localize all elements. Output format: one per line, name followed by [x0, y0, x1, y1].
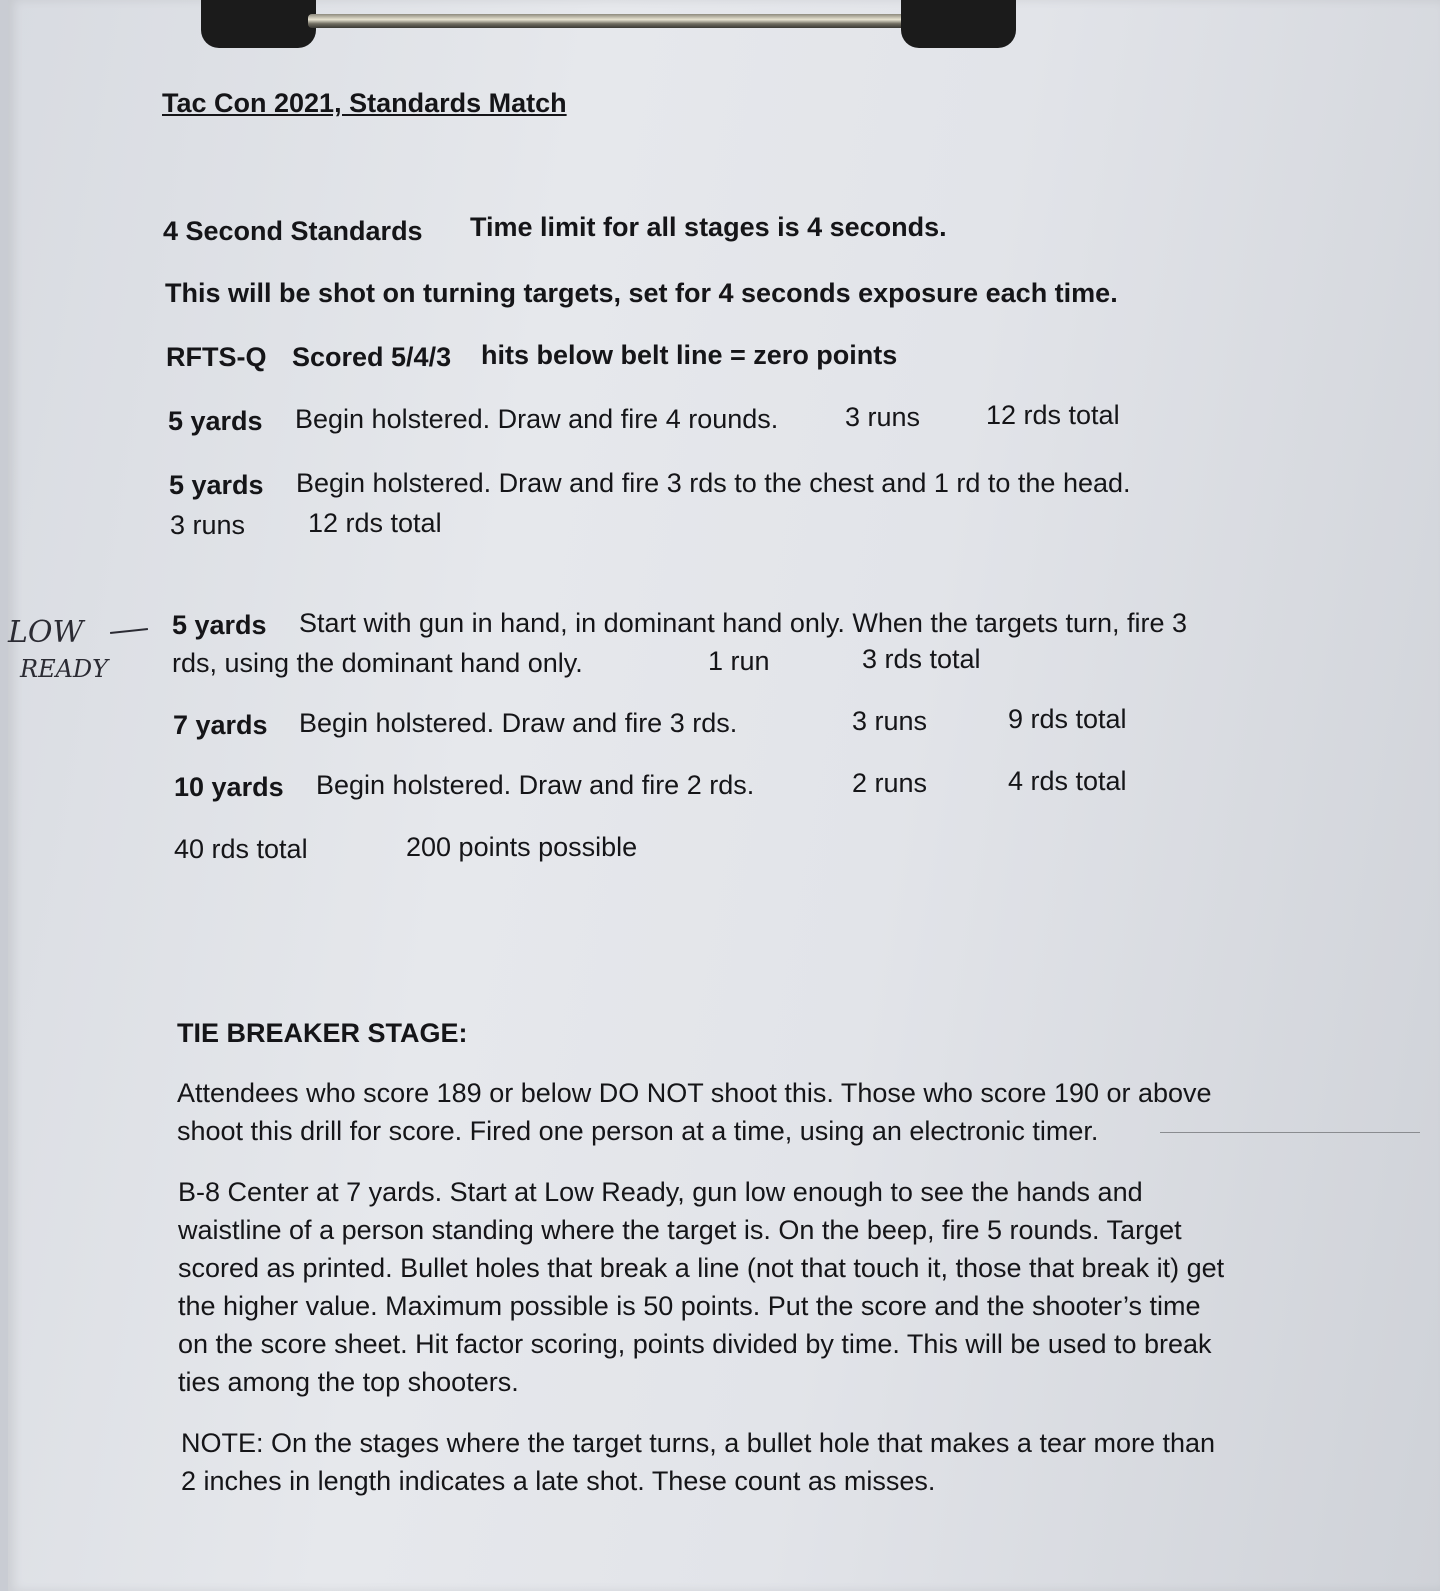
stage-1-distance: 5 yards: [168, 406, 263, 436]
stage-5-distance: 10 yards: [174, 772, 284, 802]
stage-2-distance: 5 yards: [169, 470, 264, 500]
time-limit-text: Time limit for all stages is 4 seconds.: [470, 212, 947, 242]
tiebreaker-eligibility: [177, 1074, 1212, 1150]
tiebreaker-procedure-line-1: B-8 Center at 7 yards. Start at Low Ready, gun low enough to see the hands and: [178, 1177, 1143, 1207]
summary-total-rounds: 40 rds total: [174, 834, 308, 864]
stage-5-runs: 2 runs: [852, 768, 928, 798]
tiebreaker-eligibility-line-2: shoot this drill for score. Fired one person at a time, using an electronic timer.: [177, 1116, 1099, 1146]
stage-5-text: Begin holstered. Draw and fire 2 rds.: [316, 770, 755, 800]
stage-3-runs: 1 run: [708, 646, 770, 676]
summary-points-possible: 200 points possible: [406, 832, 638, 862]
stage-2-text: Begin holstered. Draw and fire 3 rds to the chest and 1 rd to the head.: [296, 468, 1131, 498]
stage-3-distance: 5 yards: [172, 610, 267, 640]
tiebreaker-procedure-line-3: scored as printed. Bullet holes that break a line (not that touch it, those that break it) get: [178, 1253, 1225, 1283]
target-name: RFTS-Q: [166, 342, 267, 372]
tiebreaker-procedure: [178, 1173, 1224, 1401]
stage-4-distance: 7 yards: [173, 710, 268, 740]
clipboard-clip-right: [901, 0, 1016, 48]
stage-4-runs: 3 runs: [852, 706, 928, 736]
tiebreaker-procedure-line-6: ties among the top shooters.: [178, 1367, 519, 1397]
clipboard-clip-left: [201, 0, 316, 48]
pencil-line: [1160, 1132, 1420, 1133]
belt-line-rule: hits below belt line = zero points: [481, 340, 898, 370]
stage-4-text: Begin holstered. Draw and fire 3 rds.: [299, 708, 738, 738]
stage-2-total: 12 rds total: [308, 508, 442, 538]
tiebreaker-eligibility-line-1: Attendees who score 189 or below DO NOT shoot this. Those who score 190 or above: [177, 1078, 1212, 1108]
note-line-2: 2 inches in length indicates a late shot. These count as misses.: [181, 1466, 936, 1496]
stage-3-total: 3 rds total: [862, 644, 981, 674]
stage-4-total: 9 rds total: [1008, 704, 1127, 734]
stage-3-text: Start with gun in hand, in dominant hand only. When the targets turn, fire 3: [299, 608, 1188, 638]
turning-targets-text: This will be shot on turning targets, set for 4 seconds exposure each time.: [165, 278, 1118, 308]
handwritten-low: LOW: [8, 615, 84, 650]
stage-3-text-cont: rds, using the dominant hand only.: [172, 648, 583, 678]
tiebreaker-heading: TIE BREAKER STAGE:: [177, 1018, 468, 1048]
stage-1-total: 12 rds total: [986, 400, 1120, 430]
stage-1-runs: 3 runs: [845, 402, 921, 432]
stage-5-total: 4 rds total: [1008, 766, 1127, 796]
note-line-1: NOTE: On the stages where the target turns, a bullet hole that makes a tear more than: [181, 1428, 1216, 1458]
scoring-text: Scored 5/4/3: [292, 342, 452, 372]
tiebreaker-procedure-line-2: waistline of a person standing where the target is. On the beep, fire 5 rounds. Target: [178, 1215, 1182, 1245]
clipboard-clip-bar: [308, 14, 908, 28]
section-heading: 4 Second Standards: [163, 216, 423, 246]
stage-1-text: Begin holstered. Draw and fire 4 rounds.: [295, 404, 779, 434]
handwritten-ready: READY: [20, 655, 109, 683]
document-title: Tac Con 2021, Standards Match: [162, 88, 567, 118]
tiebreaker-procedure-line-5: on the score sheet. Hit factor scoring, points divided by time. This will be used to break: [178, 1329, 1212, 1359]
note: [181, 1424, 1215, 1500]
stage-2-runs: 3 runs: [170, 510, 246, 540]
tiebreaker-procedure-line-4: the higher value. Maximum possible is 50 points. Put the score and the shooter’s time: [178, 1291, 1201, 1321]
